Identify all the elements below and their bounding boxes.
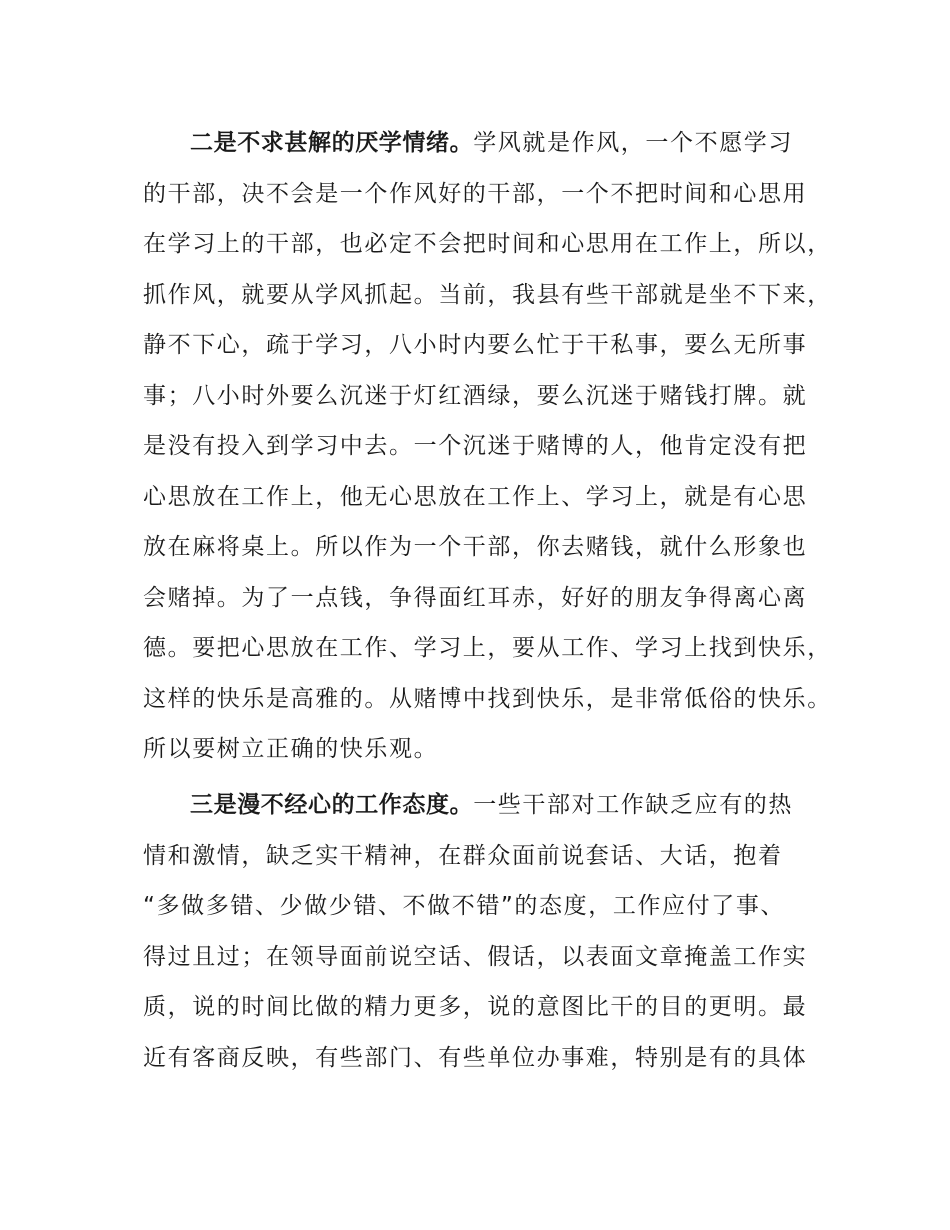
paragraph-line: 情和激情，缺乏实干精神，在群众面前说套话、大话，抱着 xyxy=(143,842,783,869)
paragraph-lead-heading: 三是漫不经心的工作态度。 xyxy=(190,792,474,818)
paragraph-line: 心思放在工作上，他无心思放在工作上、学习上，就是有心思 xyxy=(143,483,808,510)
paragraph-line: 质，说的时间比做的精力更多，说的意图比干的目的更明。最 xyxy=(143,994,808,1020)
paragraph-study-attitude xyxy=(143,118,833,775)
paragraph-line: 德。要把心思放在工作、学习上，要从工作、学习上找到快乐， xyxy=(143,635,832,661)
paragraph-lead-heading: 二是不求甚解的厌学情绪。 xyxy=(190,130,474,156)
paragraph-line: 会赌掉。为了一点钱，争得面红耳赤，好好的朋友争得离心离 xyxy=(143,584,808,611)
paragraph-first-line xyxy=(143,780,833,831)
paragraph-line: 在学习上的干部，也必定不会把时间和心思用在工作上，所以， xyxy=(143,231,832,257)
paragraph-line: 静不下心，疏于学习，八小时内要么忙于干私事，要么无所事 xyxy=(143,332,808,358)
paragraph-line: 放在麻将桌上。所以作为一个干部，你去赌钱，就什么形象也 xyxy=(143,534,808,560)
paragraph-first-line xyxy=(143,118,833,169)
paragraph-line: 是没有投入到学习中去。一个沉迷于赌博的人，他肯定没有把 xyxy=(143,433,808,459)
paragraph-line: 这样的快乐是高雅的。从赌博中找到快乐，是非常低俗的快乐。 xyxy=(143,685,832,712)
paragraph-line: 得过且过；在领导面前说空话、假话，以表面文章掩盖工作实 xyxy=(143,943,808,970)
paragraph-line: 抓作风，就要从学风抓起。当前，我县有些干部就是坐不下来， xyxy=(143,281,832,308)
paragraph-text: 一些干部对工作缺乏应有的热 xyxy=(473,792,794,818)
paragraph-line: 事；八小时外要么沉迷于灯红酒绿，要么沉迷于赌钱打牌。就 xyxy=(143,382,808,409)
paragraph-work-attitude xyxy=(143,780,833,1083)
paragraph-line: 近有客商反映，有些部门、有些单位办事难，特别是有的具体 xyxy=(143,1044,808,1071)
paragraph-text: 学风就是作风，一个不愿学习 xyxy=(473,130,794,156)
paragraph-line: 的干部，决不会是一个作风好的干部，一个不把时间和心思用 xyxy=(143,180,808,207)
paragraph-line: 所以要树立正确的快乐观。 xyxy=(143,736,439,762)
paragraph-line: “多做多错、少做少错、不做不错”的态度，工作应付了事、 xyxy=(143,893,786,919)
